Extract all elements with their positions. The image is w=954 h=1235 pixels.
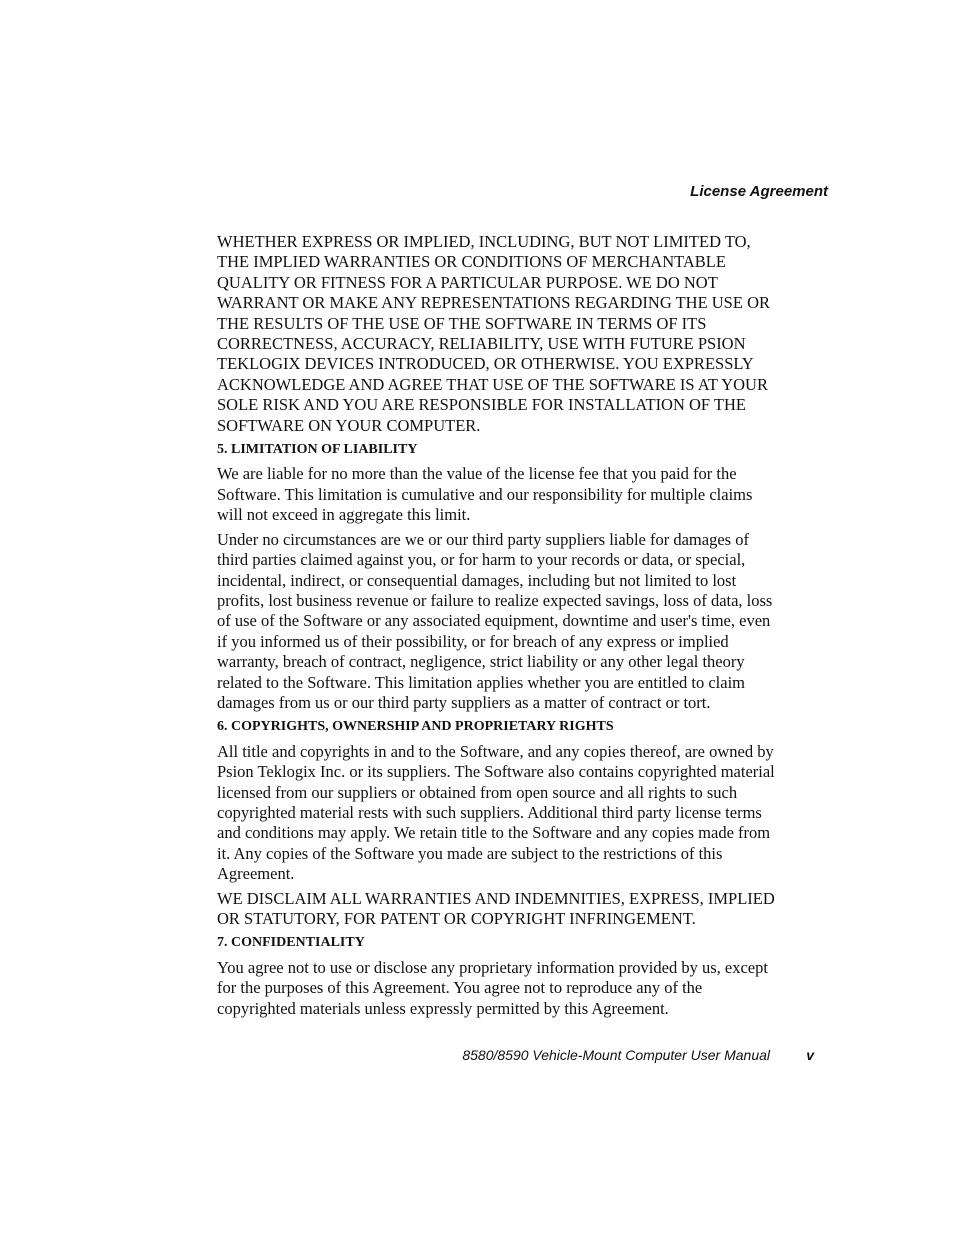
warranty-disclaimer-paragraph: WHETHER EXPRESS OR IMPLIED, INCLUDING, BUT NOT LIMITED TO, THE IMPLIED WARRANTIES OR CONDITIONS OF MERCHANTABLE QUALITY OR FITNESS FOR A PARTICULAR PURPOSE. WE DO NOT WARRANT OR MAKE ANY REPRESENTATIONS REGARDING THE USE OR THE RESULTS OF THE USE OF THE SOFTWARE IN TERMS OF ITS CORRECTNESS, ACCURACY, RELIABILITY, USE WITH FUTURE PSION TEKLOGIX DEVICES INTRODUCED, OR OTHERWISE. YOU EXPRESSLY ACKNOWLEDGE AND AGREE THAT USE OF THE SOFTWARE IS AT YOUR SOLE RISK AND YOU ARE RESPONSIBLE FOR INSTALLATION OF THE SOFTWARE ON YOUR COMPUTER. xyxy=(217,232,770,435)
section-5-paragraph-1: We are liable for no more than the value of the license fee that you paid for the Software. This limitation is cumulative and our responsibility for multiple claims will not exceed in aggregate this limit. xyxy=(217,464,753,525)
section-6-heading: 6. COPYRIGHTS, OWNERSHIP AND PROPRIETARY RIGHTS xyxy=(217,719,614,735)
section-7-paragraph-1: You agree not to use or disclose any proprietary information provided by us, except for the purposes of this Agreement. You agree not to reproduce any of the copyrighted materials unless expressly permitted by this Agreement. xyxy=(217,957,768,1018)
section-7-heading: 7. CONFIDENTIALITY xyxy=(217,935,365,951)
page-number: v xyxy=(806,1047,814,1063)
section-5-paragraph-2: Under no circumstances are we or our third party suppliers liable for damages of third parties claimed against you, or for harm to your records or data, or special, incidental, indirect, or consequential damages, including but not limited to lost profits, lost business revenue or failure to realize expected savings, loss of data, loss of use of the Software or any associated equipment, downtime and user's time, even if you informed us of their possibility, or for breach of any express or implied warranty, breach of contract, negligence, strict liability or any other legal theory related to the Software. This limitation applies whether you are entitled to claim damages from us or our third party suppliers as a matter of contract or tort. xyxy=(217,529,773,712)
section-6-paragraph-2: WE DISCLAIM ALL WARRANTIES AND INDEMNITIES, EXPRESS, IMPLIED OR STATUTORY, FOR PATENT OR COPYRIGHT INFRINGEMENT. xyxy=(217,888,775,928)
license-text-column xyxy=(217,232,782,1023)
running-header: License Agreement xyxy=(690,183,828,200)
section-5-heading: 5. LIMITATION OF LIABILITY xyxy=(217,442,418,458)
section-6-paragraph-1: All title and copyrights in and to the Software, and any copies thereof, are owned by Psion Teklogix Inc. or its suppliers. The Software also contains copyrighted material licensed from our suppliers or obtained from open source and all rights to such copyrighted material rests with such suppliers. Additional third party license terms and conditions may apply. We retain title to the Software and any copies made from it. Any copies of the Software you made are subject to the restrictions of this Agreement. xyxy=(217,741,775,884)
manual-title: 8580/8590 Vehicle-Mount Computer User Manual xyxy=(462,1047,770,1063)
page-footer xyxy=(0,1047,954,1067)
